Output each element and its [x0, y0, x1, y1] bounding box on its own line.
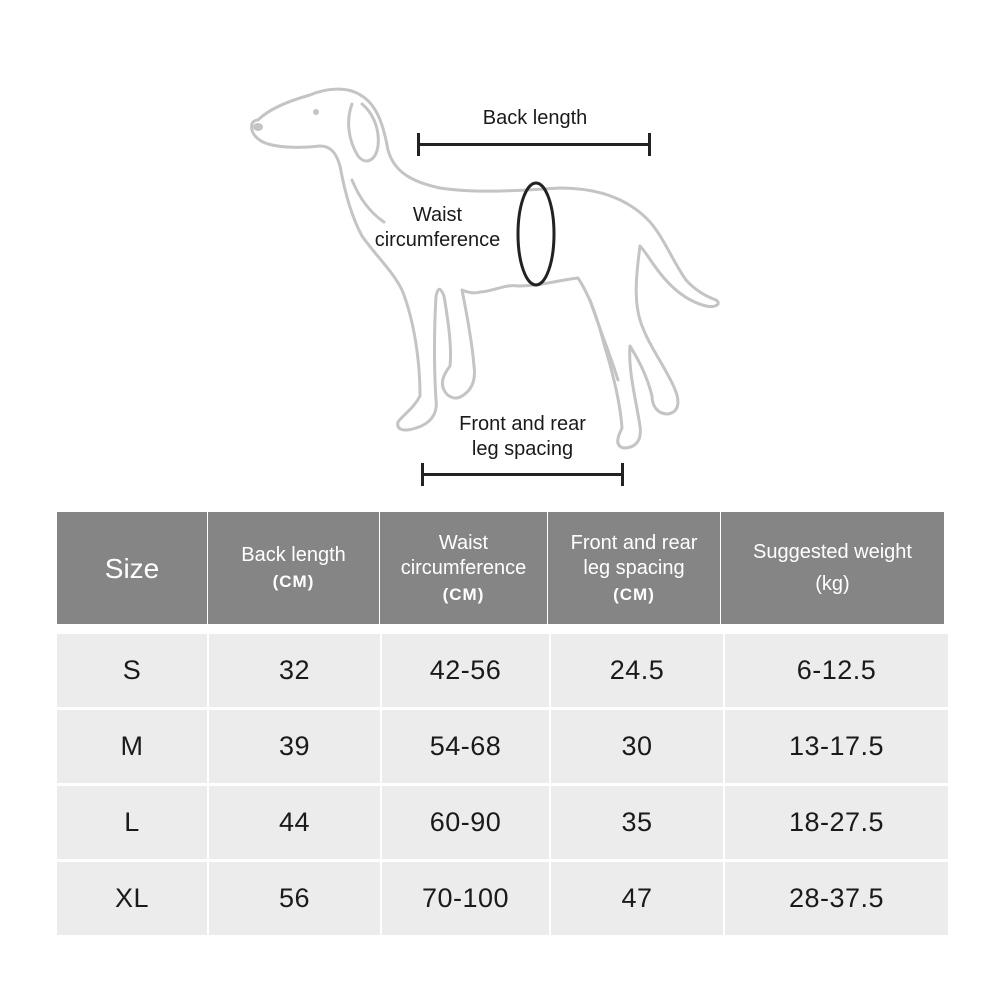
waist-label-line1: Waist [412, 204, 463, 226]
cell-size: XL [57, 862, 207, 935]
cell-weight: 13-17.5 [725, 710, 948, 783]
header-leg-label-line1: Front and rear [570, 531, 698, 554]
table-row [57, 634, 944, 707]
header-back-length [208, 512, 379, 624]
table-row [57, 786, 944, 859]
waist-measure-loop [518, 183, 554, 285]
cell-leg-spacing: 30 [551, 710, 723, 783]
header-leg-unit: (CM) [613, 584, 655, 604]
table-row [57, 862, 944, 935]
header-back-length-label: Back length [241, 544, 346, 566]
leg-spacing-label-line2: leg spacing [471, 438, 574, 460]
table-header-row [57, 512, 944, 624]
cell-weight: 18-27.5 [725, 786, 948, 859]
waist-label-line2: circumference [374, 229, 501, 251]
cell-back-length: 32 [209, 634, 380, 707]
header-waist-label-line1: Waist [438, 531, 489, 554]
cell-back-length: 39 [209, 710, 380, 783]
header-waist [380, 512, 547, 624]
header-waist-unit: (CM) [442, 584, 485, 604]
header-waist-label-line2: circumference [400, 556, 527, 579]
cell-size: L [57, 786, 207, 859]
dog-rear-leg-outline [590, 300, 618, 380]
header-size-label: Size [104, 552, 160, 584]
header-leg-spacing [548, 512, 720, 624]
back-length-label: Back length [482, 107, 588, 129]
cell-leg-spacing: 24.5 [551, 634, 723, 707]
table-row [57, 710, 944, 783]
cell-back-length: 56 [209, 862, 380, 935]
header-leg-label-line2: leg spacing [583, 556, 685, 579]
dog-eye [313, 109, 319, 115]
header-size [57, 512, 207, 624]
header-back-length-unit: (CM) [272, 572, 315, 591]
back-length-marker [417, 143, 651, 146]
cell-weight: 6-12.5 [725, 634, 948, 707]
cell-waist: 42-56 [382, 634, 549, 707]
table-body [57, 634, 944, 935]
dog-ear-outline [349, 104, 379, 161]
cell-size: M [57, 710, 207, 783]
cell-size: S [57, 634, 207, 707]
header-weight-label: Suggested weight [752, 540, 912, 563]
cell-back-length: 44 [209, 786, 380, 859]
cell-leg-spacing: 35 [551, 786, 723, 859]
cell-waist: 54-68 [382, 710, 549, 783]
header-weight-unit: (kg) [815, 572, 850, 595]
dog-nose [253, 123, 263, 131]
header-weight [721, 512, 944, 624]
cell-weight: 28-37.5 [725, 862, 948, 935]
leg-spacing-label-line1: Front and rear [459, 413, 586, 435]
size-chart-table [57, 512, 944, 938]
leg-spacing-marker [421, 473, 624, 476]
leg-spacing-label [440, 412, 605, 462]
cell-waist: 70-100 [382, 862, 549, 935]
waist-label [360, 203, 515, 253]
cell-waist: 60-90 [382, 786, 549, 859]
cell-leg-spacing: 47 [551, 862, 723, 935]
